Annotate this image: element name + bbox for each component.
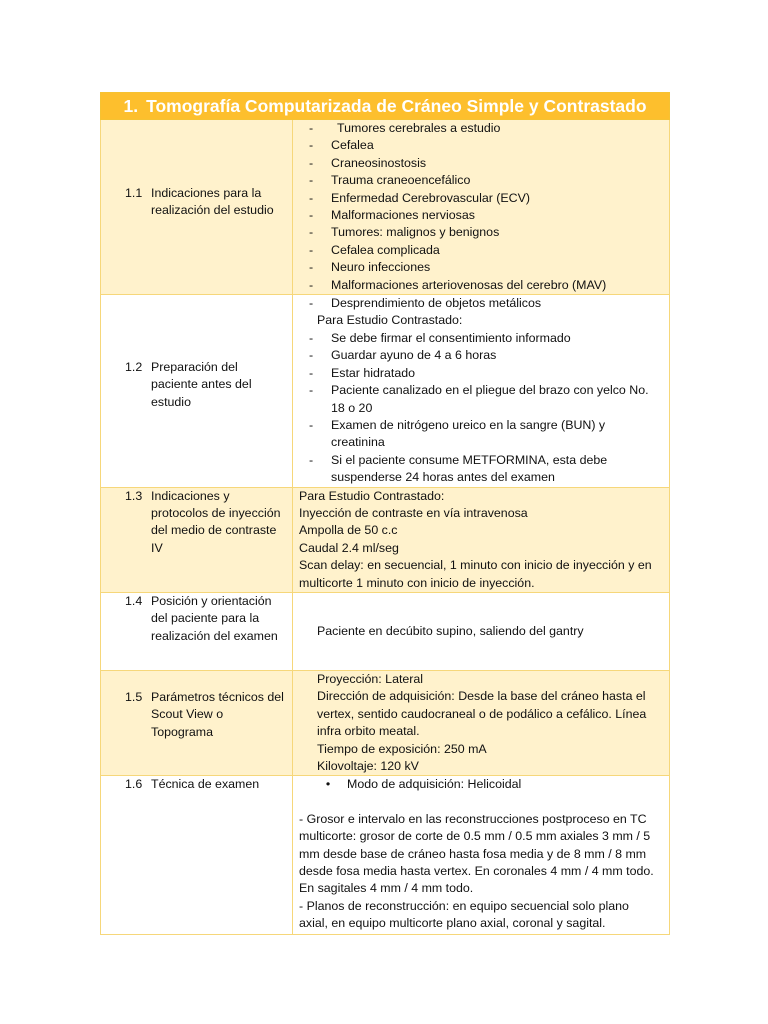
content-line: Ampolla de 50 c.c xyxy=(299,523,398,538)
protocol-table xyxy=(100,92,670,935)
row-label-cell xyxy=(101,487,293,592)
row-label-cell xyxy=(101,592,293,670)
list-item: - Tumores: malignos y benignos xyxy=(309,225,500,240)
content-line: Proyección: Lateral xyxy=(317,671,424,686)
table-row xyxy=(101,487,670,592)
row-label: Indicaciones para la realización del estudio xyxy=(151,185,274,218)
technique-list xyxy=(299,776,659,793)
list-item: - Si el paciente consume METFORMINA, esta debe suspenderse 24 horas antes del examen xyxy=(309,452,608,485)
row-label: Técnica de examen xyxy=(151,777,260,792)
indications-list xyxy=(299,120,659,294)
list-item: - Malformaciones arteriovenosas del cerebro (MAV) xyxy=(309,277,607,292)
list-item: - Cefalea complicada xyxy=(309,242,440,257)
content-line: Para Estudio Contrastado: xyxy=(299,488,445,503)
row-label: Preparación del paciente antes del estudio xyxy=(151,359,252,409)
row-content-cell xyxy=(293,592,670,670)
list-item: • Modo de adquisición: Helicoidal xyxy=(325,777,522,792)
title-number: 1. xyxy=(123,96,139,116)
row-label: Posición y orientación del paciente para la realización del examen xyxy=(151,593,278,643)
table-row xyxy=(101,295,670,487)
list-item: - Se debe firmar el consentimiento informado xyxy=(309,330,571,345)
row-label-cell xyxy=(101,295,293,487)
row-number: 1.3 xyxy=(125,488,143,503)
content-line: Caudal 2.4 ml/seg xyxy=(299,540,399,555)
table-row xyxy=(101,776,670,935)
row-number: 1.5 xyxy=(125,690,143,705)
content-line: Tiempo de exposición: 250 mA xyxy=(317,741,487,756)
row-content-cell xyxy=(293,487,670,592)
content-line: Kilovoltaje: 120 kV xyxy=(317,759,419,773)
list-item: - Desprendimiento de objetos metálicos xyxy=(309,296,542,311)
table-title xyxy=(101,93,670,120)
list-item: - Paciente canalizado en el pliegue del brazo con yelco No. 18 o 20 xyxy=(309,383,649,415)
list-item: - Craneosinostosis xyxy=(309,155,427,170)
content-line: Scan delay: en secuencial, 1 minuto con inicio de inyección y en multicorte 1 minuto con inicio de inyección. xyxy=(299,558,652,590)
list-item: - Tumores cerebrales a estudio xyxy=(309,121,501,135)
row-content-cell xyxy=(293,295,670,487)
content-paragraph: - Grosor e intervalo en las reconstrucciones postproceso en TC multicorte: grosor de corte de 0.5 mm / 0.5 mm axiales 3 mm / 5 mm desde base de cráneo hasta fosa media y de 8 mm / 8 mm desde fosa media hasta vertex. En coronales 4 mm / 4 mm todo. En sagitales 4 mm / 4 mm todo. xyxy=(299,811,654,896)
subheading: Para Estudio Contrastado: xyxy=(317,313,463,328)
row-label-cell xyxy=(101,670,293,775)
content-line: Paciente en decúbito supino, saliendo del gantry xyxy=(317,623,584,638)
row-number: 1.2 xyxy=(125,359,143,374)
list-item: - Estar hidratado xyxy=(309,365,416,380)
list-item: - Guardar ayuno de 4 a 6 horas xyxy=(309,348,497,363)
row-label: Parámetros técnicos del Scout View o Topograma xyxy=(151,690,284,739)
list-item: - Malformaciones nerviosas xyxy=(309,208,475,223)
row-number: 1.1 xyxy=(125,185,143,200)
row-number: 1.6 xyxy=(125,777,143,792)
list-item: - Neuro infecciones xyxy=(309,260,431,275)
row-number: 1.4 xyxy=(125,593,143,608)
content-line: Dirección de adquisición: Desde la base del cráneo hasta el vertex, sentido caudocraneal o de podálico a cefálico. Línea infra orbito meatal. xyxy=(317,689,647,739)
content-line: Inyección de contraste en vía intravenosa xyxy=(299,505,528,520)
title-text: Tomografía Computarizada de Cráneo Simple y Contrastado xyxy=(146,96,647,116)
list-item: - Trauma craneoencefálico xyxy=(309,173,471,188)
list-item: - Cefalea xyxy=(309,138,374,153)
table-row xyxy=(101,592,670,670)
content-paragraph: - Planos de reconstrucción: en equipo secuencial solo plano axial, en equipo multicorte plano axial, coronal y sagital. xyxy=(299,898,629,931)
row-label-cell xyxy=(101,120,293,295)
row-content-cell xyxy=(293,776,670,935)
table-row xyxy=(101,670,670,775)
document-page xyxy=(100,92,669,935)
row-content-cell xyxy=(293,670,670,775)
row-label-cell xyxy=(101,776,293,935)
row-content-cell xyxy=(293,120,670,295)
table-row xyxy=(101,120,670,295)
preparation-list xyxy=(299,295,659,312)
preparation-list xyxy=(299,330,659,487)
list-item: - Examen de nitrógeno ureico en la sangre (BUN) y creatinina xyxy=(309,417,606,450)
row-label: Indicaciones y protocolos de inyección del medio de contraste IV xyxy=(151,488,281,555)
list-item: - Enfermedad Cerebrovascular (ECV) xyxy=(309,190,531,205)
